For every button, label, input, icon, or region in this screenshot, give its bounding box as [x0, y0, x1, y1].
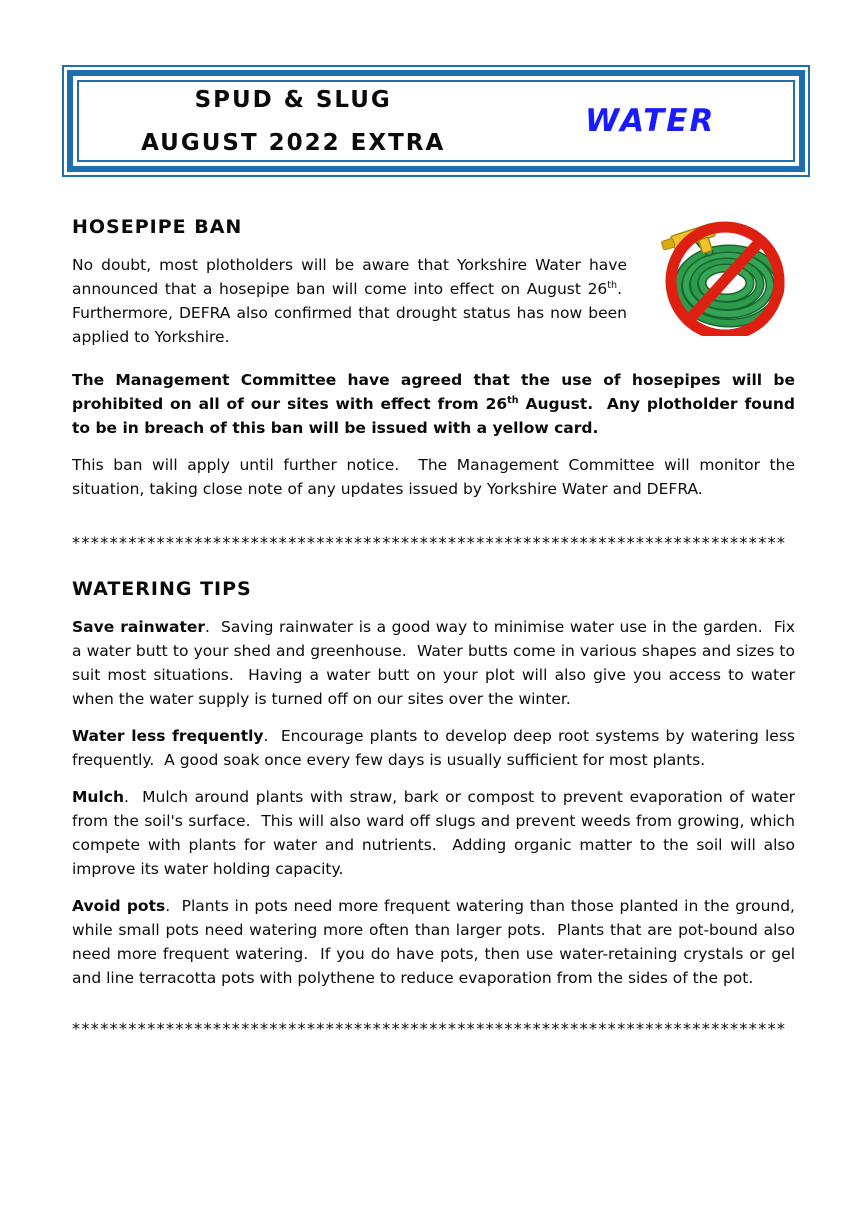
ban-monitor-paragraph: This ban will apply until further notice. The Management Committee will monitor the situation, taking close note of any updates issued by Yorkshire Water and DEFRA.: [72, 456, 795, 498]
tip-avoid-pots: [72, 894, 795, 990]
intro-text-start: No doubt, most plotholders will be aware that Yorkshire Water have announced that a hosepipe ban will come into effect on August 26: [72, 256, 627, 298]
watering-tips-section: [72, 576, 795, 990]
tip-body: Mulch around plants with straw, bark or compost to prevent evaporation of water from the soil's surface. This will also ward off slugs and prevent weeds from growing, which compete with plants for water and nutrients. Adding organic matter to the soil will also improve its water holding capacity.: [72, 788, 795, 878]
watering-tips-heading: WATERING TIPS: [72, 578, 252, 600]
newsletter-title: SPUD & SLUG: [194, 87, 392, 113]
tip-save-rainwater: [72, 615, 795, 711]
ordinal-superscript: th: [607, 279, 618, 291]
intro-text-end: . Furthermore, DEFRA also confirmed that drought status has now been applied to Yorkshire.: [72, 280, 627, 346]
masthead-frame: [62, 65, 810, 177]
tip-separator: .: [165, 897, 182, 915]
no-hosepipes-image: [651, 218, 803, 336]
asterisk-divider: ****************************************************************************: [72, 1019, 787, 1038]
tip-mulch: [72, 785, 795, 881]
newsletter-issue: AUGUST 2022 EXTRA: [141, 130, 446, 156]
tip-body: Saving rainwater is a good way to minimise water use in the garden. Fix a water butt to your shed and greenhouse. Water butts come in various shapes and sizes to suit most situations. Having a water butt on your plot will also give you access to water when the water supply is turned off on our sites over the winter.: [72, 618, 795, 708]
ordinal-superscript: th: [507, 394, 519, 406]
tip-separator: .: [263, 727, 281, 745]
tip-water-less-frequently: [72, 724, 795, 772]
committee-text-start: The Management Committee have agreed that the use of hosepipes will be prohibited on all of our sites with effect from 26: [72, 371, 795, 413]
tip-lead: Water less frequently: [72, 727, 264, 745]
tip-lead: Save rainwater: [72, 618, 206, 636]
hosepipe-ban-section: [72, 214, 795, 501]
committee-ban-paragraph: [72, 368, 795, 440]
tip-lead: Mulch: [72, 788, 124, 806]
newsletter-body: [72, 214, 795, 1039]
asterisk-divider: ****************************************************************************: [72, 533, 787, 552]
tip-separator: .: [205, 618, 222, 636]
masthead-frame-inner: [77, 80, 795, 162]
masthead-frame-mid: [67, 70, 805, 172]
committee-text-end: August. Any plotholder found to be in breach of this ban will be issued with a yellow card.: [72, 395, 795, 437]
tip-lead: Avoid pots: [72, 897, 166, 915]
tip-body: Encourage plants to develop deep root systems by watering less frequently. A good soak once every few days is usually sufficient for most plants.: [72, 727, 795, 769]
issue-topic-label: WATER: [585, 103, 716, 139]
masthead-titles: [79, 87, 507, 155]
tip-body: Plants in pots need more frequent watering than those planted in the ground, while small pots need watering more often than larger pots. Plants that are pot-bound also need more frequent watering. If you do have pots, then use water-retaining crystals or gel and line terracotta pots with polythene to reduce evaporation from the sides of the pot.: [72, 897, 795, 987]
no-hosepipes-sign-graphic: [651, 218, 803, 336]
hosepipe-intro-paragraph: [72, 253, 627, 349]
hosepipe-ban-heading: HOSEPIPE BAN: [72, 216, 243, 238]
tip-separator: .: [124, 788, 143, 806]
